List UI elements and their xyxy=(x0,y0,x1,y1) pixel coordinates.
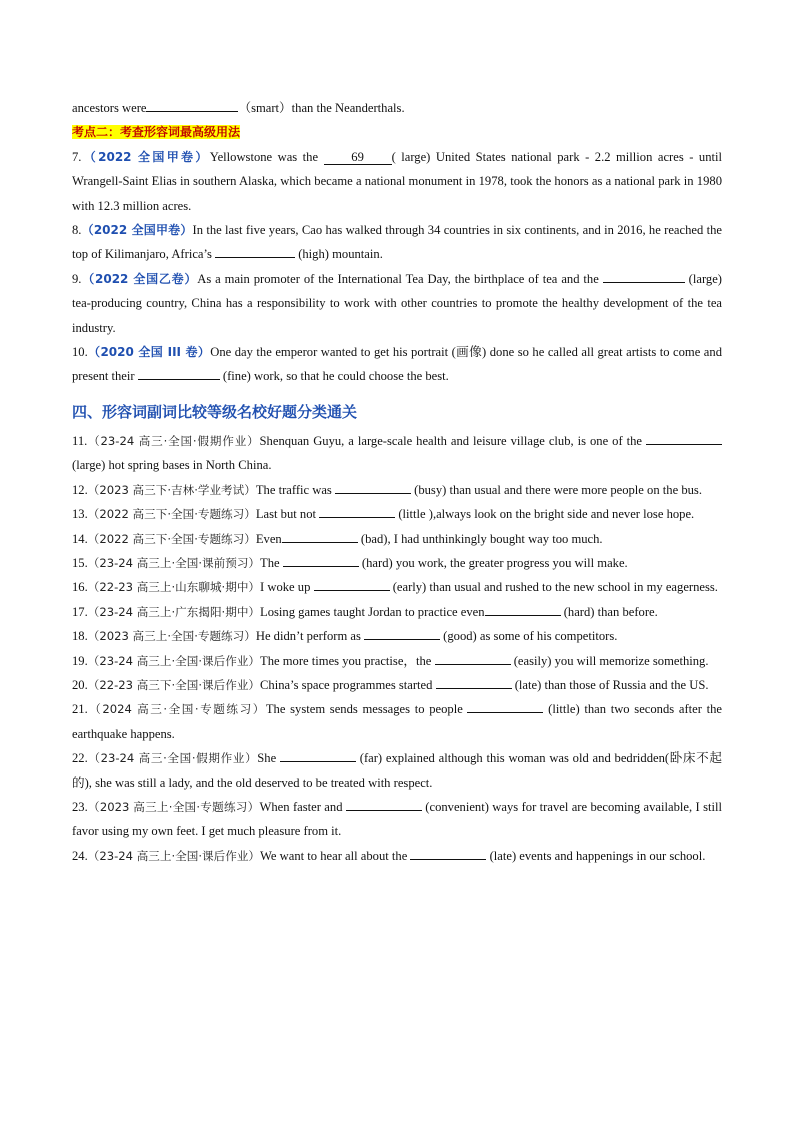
question-text: When faster and xyxy=(259,799,346,814)
question-number: 15. xyxy=(72,555,88,570)
question-text: We want to hear all about the xyxy=(260,848,411,863)
question-source: （2022 全国甲卷） xyxy=(81,223,193,238)
question-text: (large) tea-producing country, China has a responsibility to work with other countries to promote the healthy development of the tea industry. xyxy=(72,271,722,335)
question-source: （2023 高三下·吉林·学业考试） xyxy=(87,482,256,497)
question-text: Last but not xyxy=(255,507,320,522)
question-item xyxy=(72,795,722,844)
answer-blank[interactable] xyxy=(314,576,390,591)
question-text: (hard) than before. xyxy=(560,604,658,619)
question-number: 20. xyxy=(72,677,88,692)
question-text: (little) than two seconds after the earthquake happens. xyxy=(72,702,722,741)
answer-blank[interactable] xyxy=(335,479,411,494)
answer-blank[interactable] xyxy=(282,528,358,543)
question-text: As a main promoter of the International Tea Day, the birthplace of tea and the xyxy=(197,271,603,286)
question-item xyxy=(72,527,722,551)
answer-blank[interactable] xyxy=(467,698,543,713)
question-number: 22. xyxy=(72,751,88,766)
question-source: （23-24 高三·全国·假期作业） xyxy=(87,751,258,766)
question-text: (late) events and happenings in our school. xyxy=(486,848,706,863)
text: （smart）than the Neanderthals. xyxy=(238,101,405,115)
question-text: (good) as some of his competitors. xyxy=(440,629,618,644)
question-number: 23. xyxy=(72,799,88,814)
question-text: The system sends messages to people xyxy=(265,702,468,717)
question-text: Yellowstone was the xyxy=(209,149,324,164)
question-item xyxy=(72,649,722,673)
question-text: He didn’t perform as xyxy=(255,629,365,644)
question-source: （2022 全国甲卷） xyxy=(81,149,210,164)
question-text: (little ),always look on the bright side and never lose hope. xyxy=(395,507,695,522)
answer-blank[interactable] xyxy=(146,97,238,112)
question-9 xyxy=(72,267,722,340)
question-source: （22-23 高三下·全国·课后作业） xyxy=(87,677,261,692)
question-source: （2022 全国乙卷） xyxy=(81,271,198,286)
question-text: (large) hot spring bases in North China. xyxy=(72,458,272,473)
section-title-superlative xyxy=(72,120,722,144)
question-item xyxy=(72,478,722,502)
question-text: (high) mountain. xyxy=(295,247,383,262)
question-list xyxy=(72,429,722,868)
question-text: She xyxy=(257,751,280,766)
question-text: Shenquan Guyu, a large-scale health and leisure village club, is one of the xyxy=(259,433,646,448)
question-item xyxy=(72,600,722,624)
question-text: (fine) work, so that he could choose the best. xyxy=(219,369,449,384)
question-number: 7. xyxy=(72,149,82,164)
question-6-continued xyxy=(72,96,722,120)
question-item xyxy=(72,673,722,697)
question-number: 11. xyxy=(72,433,88,448)
answer-blank[interactable] xyxy=(435,650,511,665)
question-source: （2023 高三上·全国·专题练习） xyxy=(87,799,260,814)
question-number: 13. xyxy=(72,507,88,522)
question-number: 24. xyxy=(72,848,88,863)
question-source: （2022 高三下·全国·专题练习） xyxy=(87,531,256,546)
question-text: (easily) you will memorize something. xyxy=(510,653,709,668)
answer-blank[interactable] xyxy=(283,552,359,567)
question-7 xyxy=(72,145,722,218)
answer-blank[interactable] xyxy=(410,845,486,860)
question-10 xyxy=(72,340,722,389)
question-source: （23-24 高三上·全国·课后作业） xyxy=(87,653,261,668)
question-source: （23-24 高三上·全国·课后作业） xyxy=(87,848,261,863)
question-text: The xyxy=(260,555,283,570)
answer-blank[interactable] xyxy=(346,796,422,811)
question-source: （23-24 高三上·广东揭阳·期中） xyxy=(87,604,261,619)
question-source: （23-24 高三·全国·假期作业） xyxy=(87,433,260,448)
question-text: (far) explained although this woman was old and bedridden(卧床不起的), she was still a lady, and the old deserved to be treated with respect. xyxy=(72,751,722,790)
question-source: （2024 高三·全国·专题练习） xyxy=(87,702,266,717)
question-8 xyxy=(72,218,722,267)
answer-blank[interactable] xyxy=(646,430,722,445)
question-number: 10. xyxy=(72,345,88,360)
question-source: （2023 高三上·全国·专题练习） xyxy=(87,629,256,644)
answer-blank[interactable] xyxy=(436,674,512,689)
question-number: 18. xyxy=(72,629,88,644)
question-number: 8. xyxy=(72,223,82,238)
answer-blank[interactable] xyxy=(364,625,440,640)
answer-blank[interactable] xyxy=(215,243,295,258)
question-text: (bad), I had unthinkingly bought way too much. xyxy=(357,531,603,546)
question-text: (hard) you work, the greater progress you will make. xyxy=(358,555,628,570)
question-source: （22-23 高三上·山东聊城·期中） xyxy=(87,580,261,595)
question-number: 16. xyxy=(72,580,88,595)
section-title-graded-practice: 四、形容词副词比较等级名校好题分类通关 xyxy=(72,402,358,421)
question-number: 12. xyxy=(72,482,88,497)
question-number: 19. xyxy=(72,653,88,668)
text: ancestors were xyxy=(72,101,147,115)
answer-blank[interactable] xyxy=(485,601,561,616)
question-item xyxy=(72,624,722,648)
answer-blank[interactable] xyxy=(603,268,685,283)
question-text: The more times you practise，the xyxy=(260,653,435,668)
answer-blank[interactable] xyxy=(319,503,395,518)
question-item xyxy=(72,551,722,575)
section-heading: 考点二：考查形容词最高级用法 xyxy=(72,125,241,140)
question-source: （2022 高三下·全国·专题练习） xyxy=(87,507,256,522)
question-number: 21. xyxy=(72,702,88,717)
answer-blank[interactable]: 69 xyxy=(324,150,392,165)
question-text: Even xyxy=(255,531,282,546)
question-text: In the last five years, Cao has walked through 34 countries in six continents, and in 2016, he reached the top of Kilimanjaro, Africa’s xyxy=(72,223,723,262)
question-number: 9. xyxy=(72,271,82,286)
question-text: I woke up xyxy=(260,580,314,595)
question-source: （23-24 高三上·全国·课前预习） xyxy=(87,555,261,570)
question-text: The traffic was xyxy=(255,482,335,497)
question-text: (early) than usual and rushed to the new school in my eagerness. xyxy=(389,580,718,595)
question-source: （2020 全国 III 卷） xyxy=(87,345,211,360)
question-number: 17. xyxy=(72,604,88,619)
answer-blank[interactable] xyxy=(280,747,356,762)
question-text: (busy) than usual and there were more people on the bus. xyxy=(411,482,702,497)
question-text: (convenient) ways for travel are becoming available, I still favor using my own feet. I get much pleasure from it. xyxy=(72,799,723,839)
question-text: One day the emperor wanted to get his portrait (画像) done so he called all great artists to come and present their xyxy=(72,345,722,384)
worksheet-page xyxy=(72,96,722,868)
question-text: (late) than those of Russia and the US. xyxy=(511,677,709,692)
question-item xyxy=(72,844,722,868)
question-item xyxy=(72,746,722,795)
question-text: China’s space programmes started xyxy=(260,677,436,692)
question-item xyxy=(72,697,722,746)
question-number: 14. xyxy=(72,531,88,546)
question-item xyxy=(72,502,722,526)
question-item xyxy=(72,575,722,599)
question-text: ( large) United States national park - 2.2 million acres - until Wrangell-Saint Elias in southern Alaska, which became a national monument in 1978, took the honors as a national park in 1980 with 12.3 million acres. xyxy=(72,149,722,213)
answer-blank[interactable] xyxy=(138,365,220,380)
question-text: Losing games taught Jordan to practice even xyxy=(260,604,485,619)
question-item xyxy=(72,429,722,478)
